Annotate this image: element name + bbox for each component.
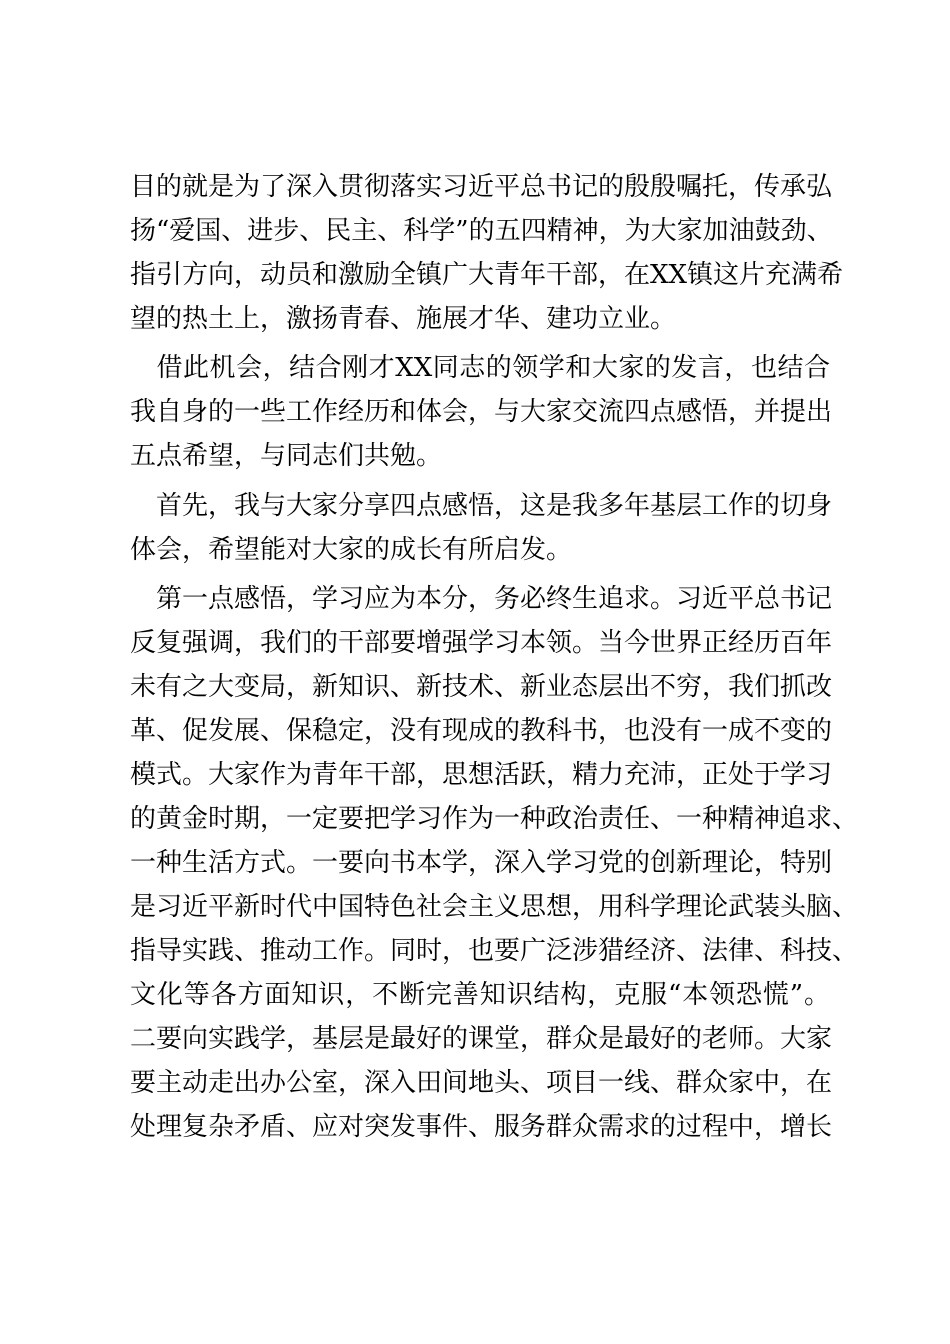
text-line: 未有之大变局，新知识、新技术、新业态层出不穷，我们抓改 [130, 672, 833, 702]
text-line: 的黄金时期，一定要把学习作为一种政治责任、一种精神追求、 [130, 804, 859, 834]
text-line: 文化等各方面知识，不断完善知识结构，克服“本领恐慌”。 [130, 980, 830, 1010]
text-line: 革、促发展、保稳定，没有现成的教科书，也没有一成不变的 [130, 716, 833, 746]
text-line: 扬“爱国、进步、民主、科学”的五四精神，为大家加油鼓劲、 [130, 216, 833, 246]
text-line: 反复强调，我们的干部要增强学习本领。当今世界正经历百年 [130, 628, 833, 658]
text-line: 第一点感悟，学习应为本分，务必终生追求。习近平总书记 [130, 584, 833, 614]
text-line: 望的热土上，激扬青春、施展才华、建功立业。 [130, 304, 677, 334]
text-line: 我自身的一些工作经历和体会，与大家交流四点感悟，并提出 [130, 397, 833, 427]
text-line: 首先，我与大家分享四点感悟，这是我多年基层工作的切身 [130, 491, 833, 521]
text-line: 指导实践、推动工作。同时，也要广泛涉猎经济、法律、科技、 [130, 936, 859, 966]
text-line: 是习近平新时代中国特色社会主义思想，用科学理论武装头脑、 [130, 892, 859, 922]
text-line: 一种生活方式。一要向书本学，深入学习党的创新理论，特别 [130, 848, 833, 878]
text-line: 二要向实践学，基层是最好的课堂，群众是最好的老师。大家 [130, 1024, 833, 1054]
text-line: 五点希望，与同志们共勉。 [130, 441, 443, 471]
text-line: 模式。大家作为青年干部，思想活跃，精力充沛，正处于学习 [130, 760, 833, 790]
text-line: 处理复杂矛盾、应对突发事件、服务群众需求的过程中，增长 [130, 1112, 833, 1142]
text-line: 体会，希望能对大家的成长有所启发。 [130, 535, 573, 565]
text-line: 目的就是为了深入贯彻落实习近平总书记的殷殷嘱托，传承弘 [130, 172, 833, 202]
text-line: 借此机会，结合刚才XX同志的领学和大家的发言，也结合 [130, 353, 830, 383]
text-line: 要主动走出办公室，深入田间地头、项目一线、群众家中，在 [130, 1068, 833, 1098]
text-line: 指引方向，动员和激励全镇广大青年干部，在XX镇这片充满希 [130, 260, 844, 290]
